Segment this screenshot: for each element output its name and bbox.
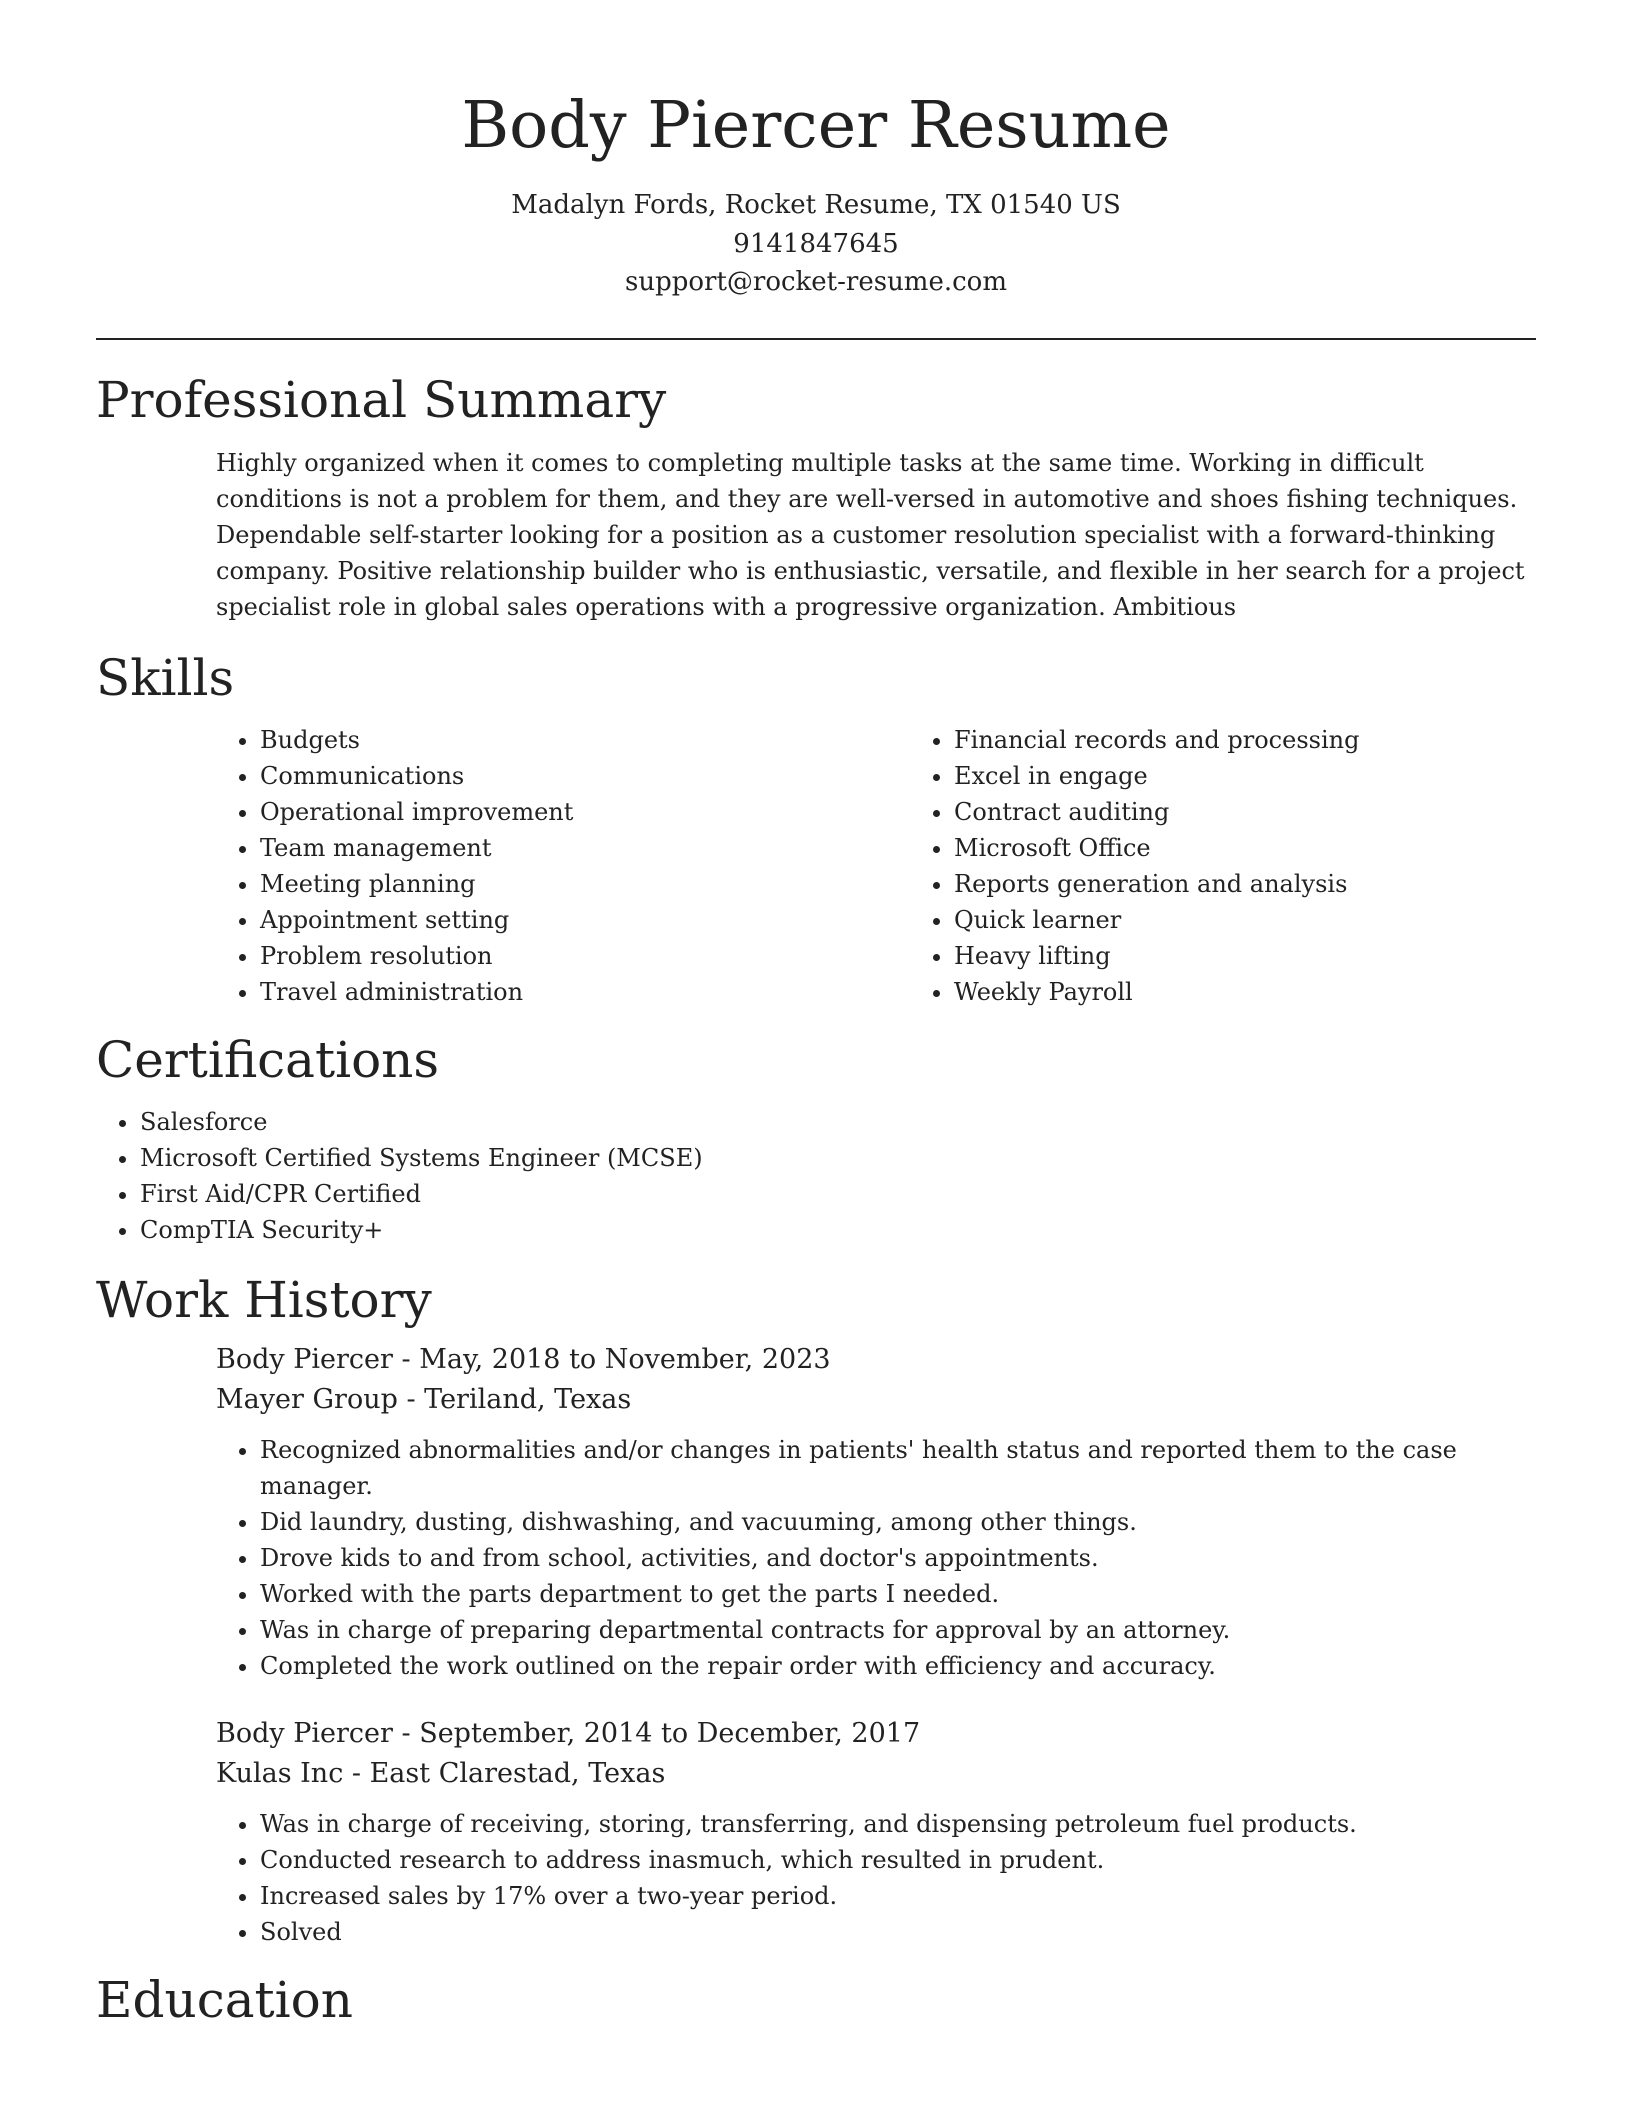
- skill-item: • Meeting planning: [260, 866, 910, 902]
- education-section: [96, 1970, 1536, 2030]
- skills-section: [96, 648, 1536, 1010]
- skills-grid: [216, 722, 1536, 1010]
- job-bullet: • Recognized abnormalities and/or changes in patients' health status and reported them to the case manager.: [260, 1432, 1536, 1504]
- job-entry: [216, 1714, 1536, 1950]
- job-entry: [216, 1340, 1536, 1684]
- contact-address: Madalyn Fords, Rocket Resume, TX 01540 US: [511, 190, 1121, 220]
- contact-phone: 9141847645: [733, 228, 899, 259]
- job-bullets: [216, 1806, 1536, 1950]
- skill-item: • Appointment setting: [260, 902, 910, 938]
- contact-block: [96, 186, 1536, 302]
- work-history-heading: Work History: [96, 1270, 432, 1329]
- resume-header: [96, 0, 1536, 302]
- skill-item: • Quick learner: [954, 902, 1604, 938]
- job-bullet: • Drove kids to and from school, activities, and doctor's appointments.: [260, 1540, 1536, 1576]
- certification-item: • First Aid/CPR Certified: [140, 1176, 1536, 1212]
- summary-text: Highly organized when it comes to completing multiple tasks at the same time. Working in difficult conditions is not a problem for them, and they are well-versed in automotive and shoes fishing techniques. Dependable self-starter looking for a position as a customer resolution specialist with a forward-thinking company. Positive relationship builder who is enthusiastic, versatile, and flexible in her search for a project specialist role in global sales operations with a progressive organization. Ambitious: [216, 448, 1525, 621]
- header-divider: [96, 338, 1536, 340]
- skill-item: • Excel in engage: [954, 758, 1604, 794]
- job-bullet: • Completed the work outlined on the repair order with efficiency and accuracy.: [260, 1648, 1536, 1684]
- certification-item: • Microsoft Certified Systems Engineer (MCSE): [140, 1140, 1536, 1176]
- summary-heading: Professional Summary: [96, 370, 667, 429]
- job-company-line: Kulas Inc - East Clarestad, Texas: [216, 1757, 666, 1789]
- skill-item: • Operational improvement: [260, 794, 910, 830]
- skills-list-right: [910, 722, 1604, 1010]
- education-heading: Education: [96, 1970, 353, 2029]
- certifications-heading: Certifications: [96, 1030, 440, 1089]
- work-history-section: [96, 1270, 1536, 1950]
- contact-email: support@rocket-resume.com: [624, 267, 1007, 297]
- job-title-line: Body Piercer - May, 2018 to November, 2023: [216, 1343, 831, 1375]
- job-bullet: • Solved: [260, 1914, 1536, 1950]
- skill-item: • Financial records and processing: [954, 722, 1604, 758]
- summary-section: [96, 370, 1536, 625]
- job-bullets: [216, 1432, 1536, 1684]
- skill-item: • Weekly Payroll: [954, 974, 1604, 1010]
- skill-item: • Budgets: [260, 722, 910, 758]
- job-company-line: Mayer Group - Teriland, Texas: [216, 1383, 632, 1415]
- job-bullet: • Did laundry, dusting, dishwashing, and vacuuming, among other things.: [260, 1504, 1536, 1540]
- certification-item: • CompTIA Security+: [140, 1212, 1536, 1248]
- skill-item: • Contract auditing: [954, 794, 1604, 830]
- skill-item: • Problem resolution: [260, 938, 910, 974]
- skill-item: • Reports generation and analysis: [954, 866, 1604, 902]
- skill-item: • Microsoft Office: [954, 830, 1604, 866]
- certifications-section: [96, 1030, 1536, 1248]
- skills-heading: Skills: [96, 648, 235, 707]
- job-bullet: • Increased sales by 17% over a two-year period.: [260, 1878, 1536, 1914]
- skill-item: • Team management: [260, 830, 910, 866]
- skill-item: • Communications: [260, 758, 910, 794]
- certifications-list: [96, 1104, 1536, 1248]
- job-title-line: Body Piercer - September, 2014 to December, 2017: [216, 1717, 921, 1749]
- job-bullet: • Conducted research to address inasmuch, which resulted in prudent.: [260, 1842, 1536, 1878]
- skill-item: • Travel administration: [260, 974, 910, 1010]
- skill-item: • Heavy lifting: [954, 938, 1604, 974]
- skills-list-left: [216, 722, 910, 1010]
- resume-page: [96, 0, 1536, 2030]
- job-bullet: • Worked with the parts department to get the parts I needed.: [260, 1576, 1536, 1612]
- resume-title: Body Piercer Resume: [461, 88, 1171, 163]
- certification-item: • Salesforce: [140, 1104, 1536, 1140]
- job-bullet: • Was in charge of preparing departmental contracts for approval by an attorney.: [260, 1612, 1536, 1648]
- job-bullet: • Was in charge of receiving, storing, transferring, and dispensing petroleum fuel products.: [260, 1806, 1536, 1842]
